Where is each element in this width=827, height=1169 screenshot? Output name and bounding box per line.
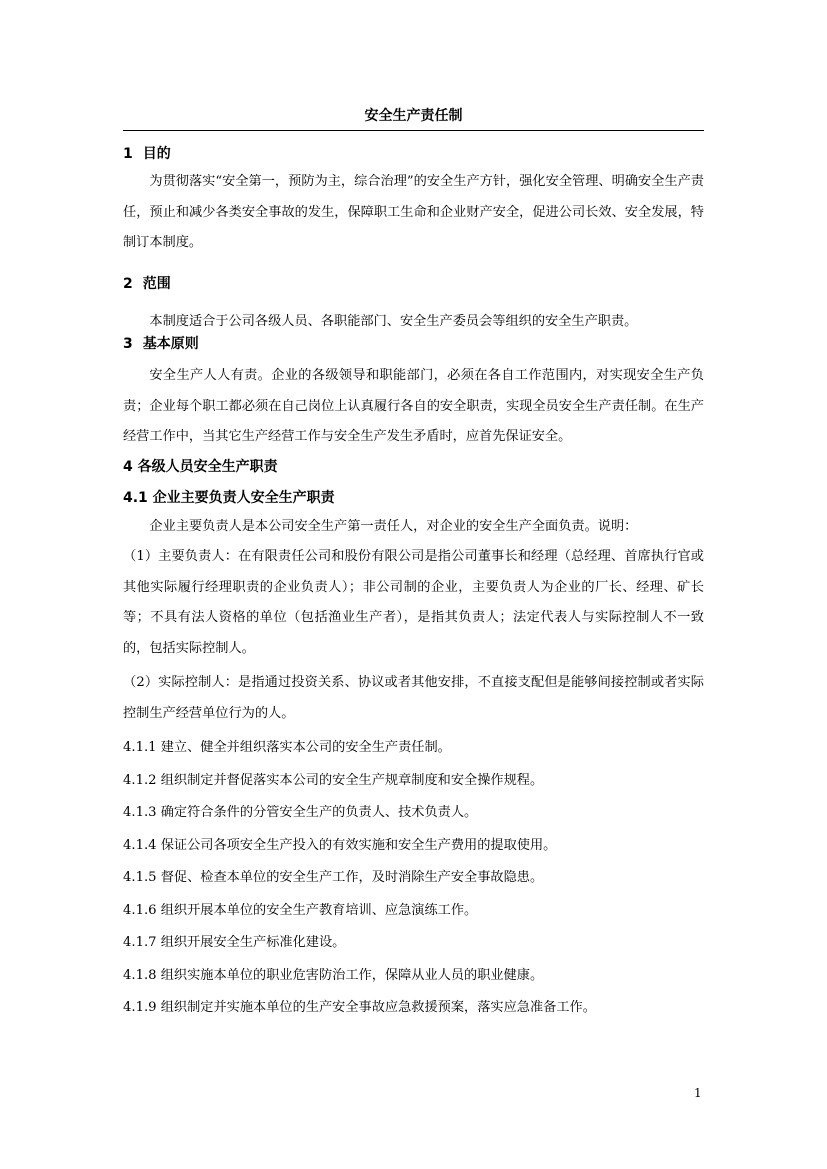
list-item: 4.1.4 保证公司各项安全生产投入的有效实施和安全生产费用的提取使用。 bbox=[123, 837, 557, 853]
section-2-heading bbox=[123, 274, 704, 294]
list-item: 4.1.3 确定符合条件的分管安全生产的负责人、技术负责人。 bbox=[123, 805, 478, 820]
section-1-paragraph: 为贯彻落实“安全第一，预防为主，综合治理”的安全生产方针，强化安全管理、明确安全生产责任，预止和减少各类安全事故的发生，保障职工生命和企业财产安全，促进公司长效、安全发展，特制订本制度。 bbox=[123, 174, 704, 250]
list-item: 4.1.1 建立、健全并组织落实本公司的安全生产责任制。 bbox=[123, 740, 451, 755]
section-1-heading bbox=[123, 144, 704, 164]
page-number: 1 bbox=[694, 1086, 702, 1100]
list-item: 4.1.2 组织制定并督促落实本公司的安全生产规章制度和安全操作规程。 bbox=[123, 772, 544, 788]
list-item: 4.1.5 督促、检查本单位的安全生产工作，及时消除生产安全事故隐患。 bbox=[123, 870, 544, 885]
list-item: 4.1.9 组织制定并实施本单位的生产安全事故应急救援预案，落实应急准备工作。 bbox=[123, 1000, 596, 1015]
section-title: 范围 bbox=[142, 275, 171, 292]
section-4-heading: 4 各级人员安全生产职责 bbox=[123, 458, 278, 475]
section-3-paragraph: 安全生产人人有责。企业的各级领导和职能部门，必须在各自工作范围内，对实现安全生产负责；企业每个职工都必须在自己岗位上认真履行各自的安全职责，实现全员安全生产责任制。在生产经营工作中，当其它生产经营工作与安全生产发生矛盾时，应首先保证安全。 bbox=[123, 368, 704, 444]
section-title: 基本原则 bbox=[142, 336, 199, 352]
section-2-paragraph: 本制度适合于公司各级人员、各职能部门、安全生产委员会等组织的安全生产职责。 bbox=[149, 313, 638, 329]
document-title: 安全生产责任制 bbox=[364, 108, 463, 124]
page-header bbox=[123, 104, 704, 131]
document-body bbox=[123, 140, 704, 1024]
list-item: 4.1.8 组织实施本单位的职业危害防治工作，保障从业人员的职业健康。 bbox=[123, 967, 544, 983]
list-item: 4.1.7 组织开展安全生产标准化建设。 bbox=[123, 935, 346, 950]
section-3-heading bbox=[123, 334, 704, 354]
section-4-1-heading: 4.1 企业主要负责人安全生产职责 bbox=[123, 489, 335, 506]
list-item: 4.1.6 组织开展本单位的安全生产教育培训、应急演练工作。 bbox=[123, 902, 478, 918]
section-number: 1 bbox=[123, 146, 133, 162]
section-4-1-note-1: （1）主要负责人：在有限责任公司和股份有限公司是指公司董事长和经理（总经理、首席执行官或其他实际履行经理职责的企业负责人）；非公司制的企业，主要负责人为企业的厂长、经理、矿长等；不具有法人资格的单位（包括渔业生产者），是指其负责人；法定代表人与实际控制人不一致的，包括实际控制人。 bbox=[123, 549, 704, 656]
section-number: 3 bbox=[123, 336, 133, 352]
section-title: 目的 bbox=[142, 146, 171, 162]
section-4-1-note-2: （2）实际控制人：是指通过投资关系、协议或者其他安排，不直接支配但是能够间接控制或者实际控制生产经营单位行为的人。 bbox=[123, 675, 704, 721]
section-number: 2 bbox=[123, 275, 133, 292]
section-4-1-intro: 企业主要负责人是本公司安全生产第一责任人，对企业的安全生产全面负责。说明： bbox=[149, 518, 638, 534]
